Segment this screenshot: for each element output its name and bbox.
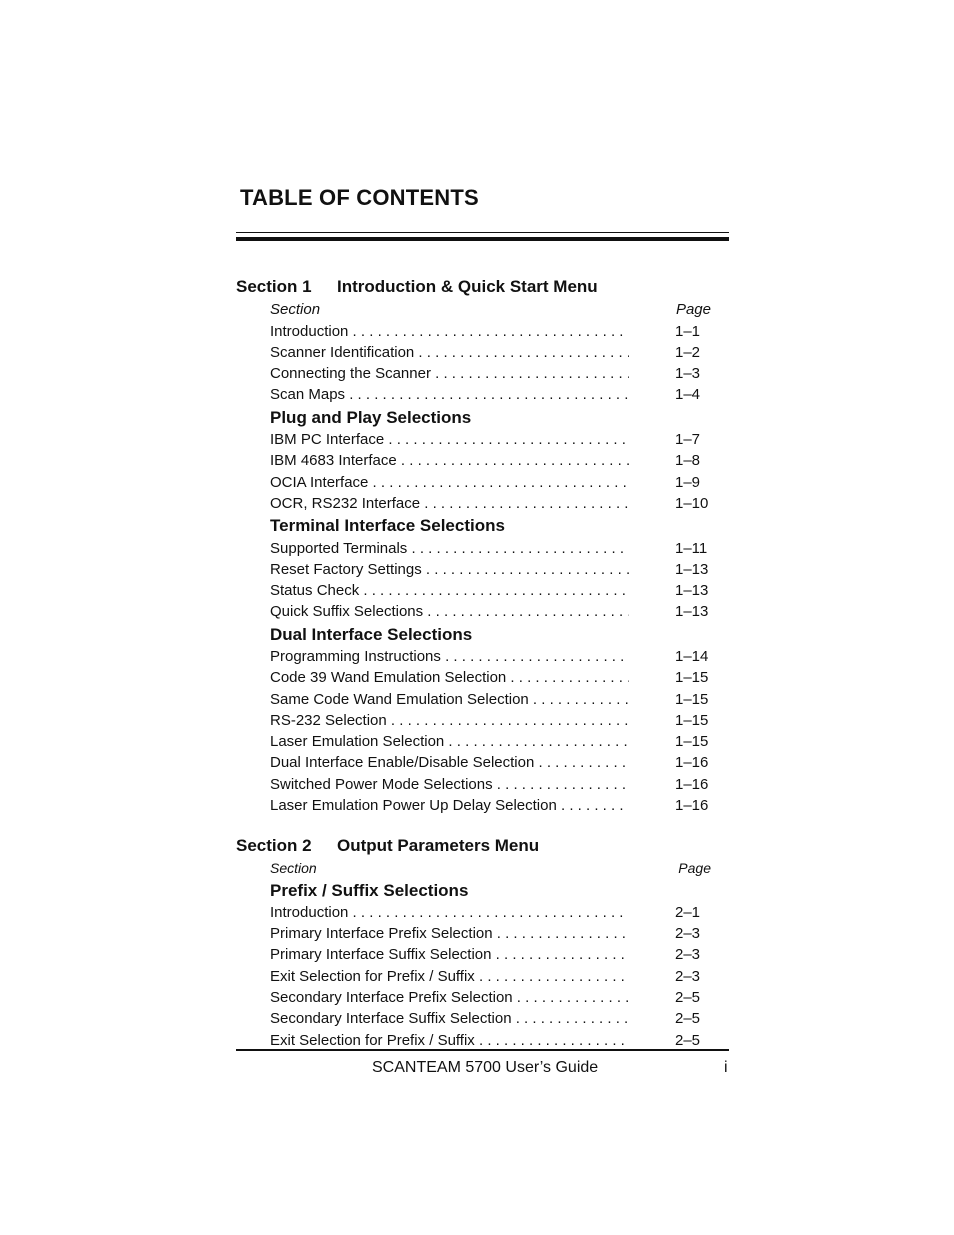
entry-page: 2–3	[675, 946, 701, 963]
toc-entry[interactable]	[270, 474, 710, 494]
entry-page: 1–3	[675, 365, 701, 382]
entry-page: 2–5	[675, 1032, 701, 1049]
toc-entry[interactable]	[270, 648, 710, 668]
group-heading: Prefix / Suffix Selections	[270, 881, 469, 900]
header-rule-thin	[236, 232, 729, 233]
entry-page: 1–15	[675, 712, 709, 729]
entry-page: 1–14	[675, 648, 709, 665]
entry-page: 1–15	[675, 669, 709, 686]
toc-entry[interactable]	[270, 495, 710, 515]
column-heading-section: Section	[270, 860, 317, 876]
toc-entry[interactable]	[270, 754, 710, 774]
toc-entry[interactable]	[270, 797, 710, 817]
entry-label: Scan Maps . . .	[270, 386, 629, 403]
footer-page-number: i	[724, 1059, 728, 1076]
toc-entry[interactable]	[270, 989, 710, 1009]
entry-label: Secondary Interface Suffix Selection . . .	[270, 1010, 629, 1027]
entry-label: IBM 4683 Interface . . .	[270, 452, 629, 469]
entry-page: 1–16	[675, 797, 709, 814]
toc-entry[interactable]	[270, 669, 710, 689]
entry-page: 1–16	[675, 754, 709, 771]
entry-page: 2–3	[675, 968, 701, 985]
entry-page: 1–15	[675, 733, 709, 750]
column-headings	[270, 860, 711, 876]
section-title: Output Parameters Menu	[337, 836, 540, 855]
entry-page: 1–10	[675, 495, 709, 512]
toc-entry[interactable]	[270, 776, 710, 796]
entry-page: 2–5	[675, 1010, 701, 1027]
entry-page: 2–1	[675, 904, 701, 921]
toc-entry[interactable]	[270, 968, 710, 988]
entry-page: 1–2	[675, 344, 701, 361]
toc-entry[interactable]	[270, 904, 710, 924]
entry-label: Primary Interface Suffix Selection . . .	[270, 946, 629, 963]
group-heading: Terminal Interface Selections	[270, 516, 505, 535]
entry-label: Programming Instructions . . .	[270, 648, 629, 665]
entry-page: 1–15	[675, 691, 709, 708]
entry-label: Reset Factory Settings . . .	[270, 561, 629, 578]
entry-page: 1–8	[675, 452, 701, 469]
column-headings	[270, 301, 711, 318]
section-1-heading	[236, 277, 598, 297]
section-2-heading	[236, 836, 539, 856]
toc-entry[interactable]	[270, 712, 710, 732]
toc-entry[interactable]	[270, 431, 710, 451]
entry-page: 2–5	[675, 989, 701, 1006]
entry-label: Code 39 Wand Emulation Selection . . .	[270, 669, 629, 686]
entry-label: Introduction . . .	[270, 323, 629, 340]
toc-entry[interactable]	[270, 540, 710, 560]
toc-entry[interactable]	[270, 344, 710, 364]
toc-entry[interactable]	[270, 733, 710, 753]
entry-page: 1–11	[675, 540, 708, 557]
entry-label: RS-232 Selection . . .	[270, 712, 629, 729]
toc-entry[interactable]	[270, 925, 710, 945]
entry-label: Same Code Wand Emulation Selection . . .	[270, 691, 629, 708]
header-rule-thick	[236, 237, 729, 241]
footer-rule	[236, 1049, 729, 1051]
entry-page: 1–9	[675, 474, 701, 491]
entry-page: 1–13	[675, 603, 709, 620]
column-heading-section: Section	[270, 301, 321, 318]
toc-entry[interactable]	[270, 386, 710, 406]
toc-entry[interactable]	[270, 603, 710, 623]
toc-entry[interactable]	[270, 691, 710, 711]
toc-entry[interactable]	[270, 452, 710, 472]
toc-entry[interactable]	[270, 1010, 710, 1030]
toc-entry[interactable]	[270, 946, 710, 966]
column-heading-page: Page	[678, 860, 711, 876]
entry-page: 2–3	[675, 925, 701, 942]
page-title: TABLE OF CONTENTS	[240, 185, 479, 210]
entry-label: OCR, RS232 Interface . . .	[270, 495, 629, 512]
entry-label: Status Check . . .	[270, 582, 629, 599]
section-number: Section 1	[236, 277, 312, 296]
group-heading: Dual Interface Selections	[270, 625, 473, 644]
entry-page: 1–13	[675, 582, 709, 599]
entry-page: 1–1	[675, 323, 701, 340]
entry-label: Exit Selection for Prefix / Suffix . . .	[270, 968, 629, 985]
toc-entry[interactable]	[270, 323, 710, 343]
entry-page: 1–7	[675, 431, 701, 448]
entry-label: OCIA Interface . . .	[270, 474, 629, 491]
entry-label: IBM PC Interface . . .	[270, 431, 629, 448]
entry-label: Supported Terminals . . .	[270, 540, 629, 557]
entry-label: Primary Interface Prefix Selection . . .	[270, 925, 629, 942]
group-heading: Plug and Play Selections	[270, 408, 472, 427]
entry-label: Exit Selection for Prefix / Suffix . . .	[270, 1032, 629, 1049]
entry-label: Laser Emulation Power Up Delay Selection . . .	[270, 797, 629, 814]
entry-label: Connecting the Scanner . . .	[270, 365, 629, 382]
entry-page: 1–4	[675, 386, 701, 403]
entry-label: Scanner Identification . . .	[270, 344, 629, 361]
section-number: Section 2	[236, 836, 312, 855]
entry-page: 1–13	[675, 561, 709, 578]
column-heading-page: Page	[675, 301, 711, 318]
entry-label: Quick Suffix Selections . . .	[270, 603, 629, 620]
toc-entry[interactable]	[270, 582, 710, 602]
entry-label: Secondary Interface Prefix Selection . . .	[270, 989, 629, 1006]
entry-label: Introduction . . .	[270, 904, 629, 921]
toc-entry[interactable]	[270, 365, 710, 385]
entry-label: Switched Power Mode Selections . . .	[270, 776, 629, 793]
footer-title: SCANTEAM 5700 User’s Guide	[372, 1059, 599, 1076]
entry-page: 1–16	[675, 776, 709, 793]
entry-label: Dual Interface Enable/Disable Selection . . .	[270, 754, 629, 771]
toc-entry[interactable]	[270, 561, 710, 581]
section-title: Introduction & Quick Start Menu	[337, 277, 598, 296]
entry-label: Laser Emulation Selection . . .	[270, 733, 629, 750]
